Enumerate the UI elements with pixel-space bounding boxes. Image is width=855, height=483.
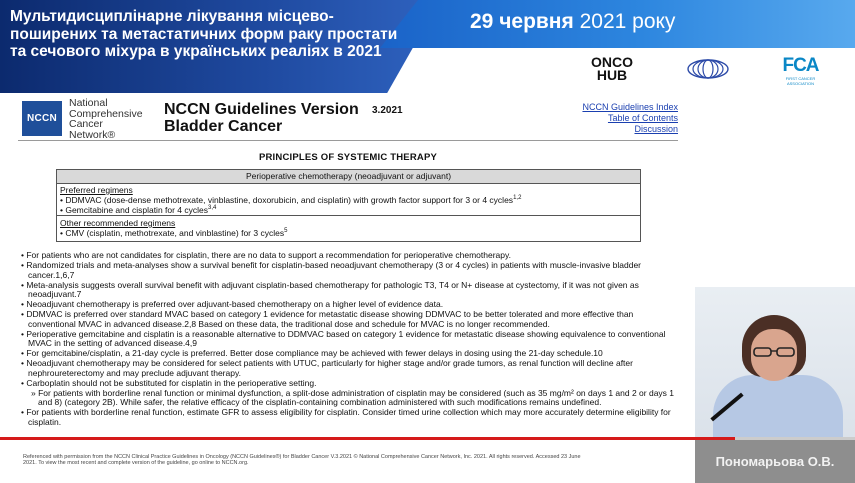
fca-logo-text: FCA — [782, 55, 819, 76]
link-table-of-contents[interactable]: Table of Contents — [607, 113, 678, 123]
therapy-notes-list — [20, 251, 680, 428]
list-item: • Carboplatin should not be substituted for cisplatin in the perioperative setting. — [21, 377, 317, 388]
guideline-title-line2: Bladder Cancer — [164, 118, 283, 135]
nccn-logo: NCCN — [22, 101, 62, 136]
speaker-webcam — [695, 287, 855, 437]
other-regimens-label: Other recommended regimens — [60, 218, 176, 228]
list-item: • For patients with borderline renal function, estimate GFR to assess eligibility for cisplatin. Consider timed urine collection which may more accurately determine eligibility for cisplatin. — [21, 407, 671, 427]
regimen-table — [56, 169, 641, 242]
list-item: • DDMVAC is preferred over standard MVAC based on category 1 evidence for metastatic disease showing DDMVAC to be better tolerated and more effective than conventional MVAC in advanced disease.2,8 Based on these data, the traditional dose and schedule for MVAC is no longer recommended. — [21, 309, 634, 329]
regimen-ref: 5 — [284, 228, 288, 234]
list-item: • Neoadjuvant chemotherapy is preferred over adjuvant-based chemotherapy on a higher level of evidence data. — [21, 299, 444, 310]
ring-logo-icon — [685, 58, 731, 80]
table-header: Perioperative chemotherapy (neoadjuvant or adjuvant) — [57, 170, 640, 184]
regimen-ref: 1,2 — [513, 195, 522, 201]
oncohub-logo — [587, 56, 637, 82]
list-item: • Neoadjuvant chemotherapy may be considered for select patients with UTUC, particularly for higher stage and/or grade tumors, as renal function will decline after nephroureterectomy and may preclude adjuvant therapy. — [21, 358, 633, 378]
org-name-line: National — [69, 97, 108, 109]
guideline-title-line1: NCCN Guidelines Version — [164, 101, 359, 118]
regimen-text: • Gemcitabine and cisplatin for 4 cycles — [60, 205, 209, 215]
conference-date — [470, 10, 675, 34]
fca-logo-subtext: FIRST CANCER ASSOCIATION — [785, 76, 816, 86]
org-name-line: Cancer — [69, 118, 103, 130]
conference-title: Мультидисциплінарне лікування місцево-поширених та метастатичних форм раку простати та сечового міхура в українських реаліях в 2021 — [10, 8, 398, 60]
list-item: • Meta-analysis suggests overall survival benefit with adjuvant cisplatin-based chemotherapy for pathologic T3, T4 or N+ disease at cystectomy, if it was not given as neoadjuvant.7 — [21, 279, 639, 300]
list-sub-item: » For patients with borderline renal function or minimal dysfunction, a split-dose administration of cisplatin may be considered (such as 35 mg/m² on days 1 and 2 or days 1 and 8) (category 2B). While safer, the relative efficacy of the cisplatin-containing combination administered with such modifications remains undefined. — [31, 387, 675, 408]
list-item: • Randomized trials and meta-analyses show a survival benefit for cisplatin-based neoadjuvant chemotherapy (3 or 4 cycles) in patients with muscle-invasive bladder cancer.1,6,7 — [21, 259, 642, 280]
link-guidelines-index[interactable]: NCCN Guidelines Index — [582, 102, 678, 112]
table-row — [60, 228, 287, 238]
regimen-ref: 3,4 — [208, 205, 217, 211]
table-row — [60, 205, 216, 215]
section-heading: PRINCIPLES OF SYSTEMIC THERAPY — [258, 152, 438, 163]
regimen-text: • CMV (cisplatin, methotrexate, and vinblastine) for 3 cycles — [60, 228, 285, 238]
preferred-regimens-label: Preferred regimens — [60, 185, 133, 195]
guideline-nav-links — [560, 102, 678, 135]
fca-logo — [778, 56, 823, 86]
org-name-line: Network® — [69, 128, 116, 141]
link-discussion[interactable]: Discussion — [634, 124, 678, 134]
regimen-text: • DDMVAC (dose-dense methotrexate, vinblastine, doxorubicin, and cisplatin) with growth factor support for 3 or 4 cycles — [60, 195, 514, 205]
header-divider — [18, 140, 678, 141]
list-item: • For gemcitabine/cisplatin, a 21-day cycle is preferred. Better dose compliance may be achieved with fewer delays in dosing using the 21-day schedule.10 — [21, 348, 603, 359]
list-item: • For patients who are not candidates for cisplatin, there are no data to support a recommendation for perioperative chemotherapy. — [21, 250, 511, 260]
conference-date-year: 2021 року — [573, 10, 676, 33]
table-row — [60, 195, 521, 205]
oncohub-logo-line2: HUB — [596, 67, 628, 83]
list-item: • Perioperative gemcitabine and cisplatin is a reasonable alternative to DDMVAC based on category 1 evidence for metastatic disease showing equivalence to conventional MVAC in the setting of advanced disease.4,9 — [21, 328, 666, 349]
conference-date-day: 29 червня — [470, 10, 574, 33]
nccn-org-name — [69, 98, 143, 140]
oncohub-logo-line1: ONCO — [591, 54, 633, 70]
speaker-name-bar: Пономарьова О.В. — [695, 440, 855, 483]
glasses-icon — [750, 347, 798, 357]
org-name-line: Comprehensive — [69, 107, 143, 120]
guideline-version: 3.2021 — [372, 105, 403, 116]
video-progress-fill — [0, 437, 735, 440]
guideline-title — [164, 101, 359, 135]
speaker-body — [713, 375, 843, 437]
table-divider — [57, 215, 640, 216]
citation-footer: Referenced with permission from the NCCN Clinical Practice Guidelines in Oncology (NCCN Guidelines®) for Bladder Cancer V.3.2021 © National Comprehensive Cancer Network, Inc. 2021. All rights reserved. Accessed 23 June 2021. To view the most recent and complete version of the guideline, go online to NCCN.org. — [23, 454, 581, 467]
